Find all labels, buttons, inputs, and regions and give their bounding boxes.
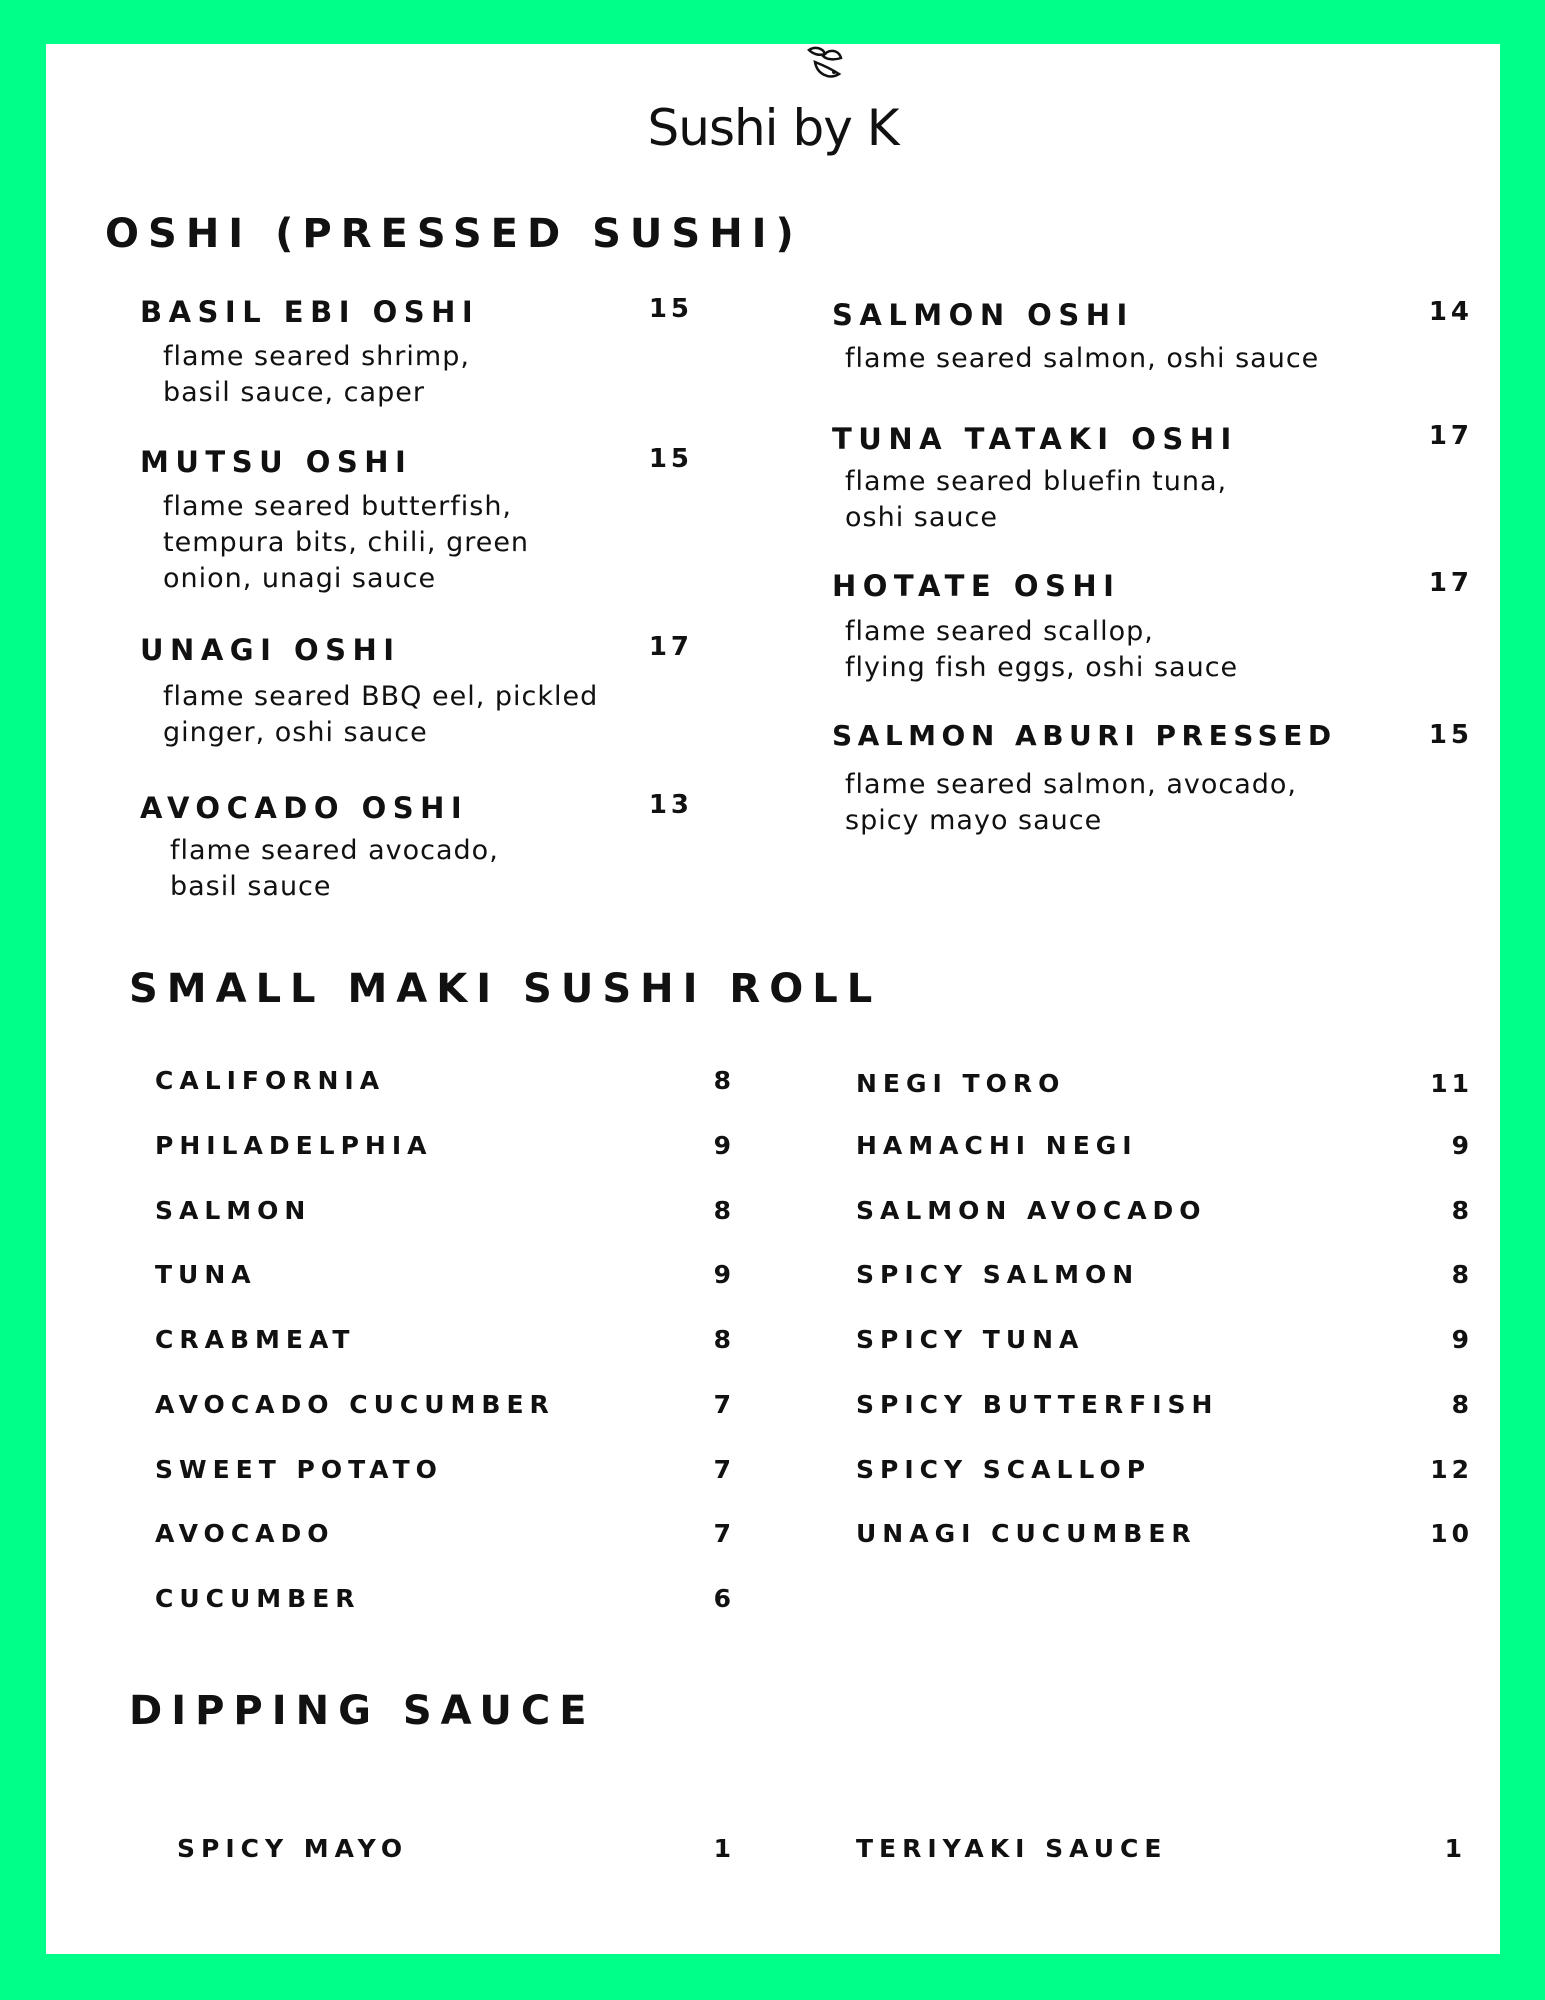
menu-item-price: 15 [648,294,693,324]
maki-item-price: 8 [1451,1196,1473,1225]
maki-item-name: SWEET POTATO [155,1455,443,1484]
section-title-maki: SMALL MAKI SUSHI ROLL [129,966,882,1012]
fish-leaf-icon [801,44,847,88]
menu-item-description: flame seared scallop, flying fish eggs, oshi sauce [845,616,1239,683]
maki-item-name: SPICY SCALLOP [856,1455,1152,1484]
menu-item-description: flame seared bluefin tuna, oshi sauce [845,466,1228,533]
logo [46,99,1500,157]
menu-item-price: 13 [648,790,693,820]
maki-item-price: 9 [1451,1131,1473,1160]
menu-item-price: 15 [648,444,693,474]
maki-item-price: 10 [1430,1519,1473,1548]
menu-item-description: flame seared BBQ eel, pickled ginger, oshi sauce [163,681,599,748]
maki-item-name: AVOCADO [155,1519,335,1548]
sauce-item-name: SPICY MAYO [177,1834,409,1863]
menu-item-description: flame seared avocado, basil sauce [170,835,499,902]
maki-item-price: 8 [1451,1260,1473,1289]
maki-item-price: 8 [713,1325,735,1354]
menu-item-description: flame seared shrimp, basil sauce, caper [163,341,470,408]
maki-item-name: SPICY SALMON [856,1260,1140,1289]
menu-item-price: 17 [1428,421,1473,451]
maki-item-name: SPICY BUTTERFISH [856,1390,1219,1419]
menu-item-name: SALMON OSHI [832,298,1134,332]
maki-item-name: TUNA [155,1260,257,1289]
maki-item-price: 7 [713,1455,735,1484]
maki-item-name: SALMON AVOCADO [856,1196,1207,1225]
menu-item-name: SALMON ABURI PRESSED [832,719,1337,752]
maki-item-price: 7 [713,1390,735,1419]
sauce-item-name: TERIYAKI SAUCE [856,1834,1168,1863]
maki-item-price: 11 [1430,1069,1473,1098]
menu-item-price: 15 [1428,720,1473,750]
maki-item-name: CALIFORNIA [155,1066,386,1095]
menu-item-price: 17 [648,632,693,662]
maki-item-price: 8 [713,1196,735,1225]
brand-name: Sushi by K [647,99,899,157]
maki-item-name: NEGI TORO [856,1069,1066,1098]
menu-item-name: MUTSU OSHI [140,445,413,479]
sauce-item-price: 1 [713,1834,735,1863]
maki-item-name: AVOCADO CUCUMBER [155,1390,555,1419]
section-title-oshi: OSHI (PRESSED SUSHI) [105,211,803,257]
menu-item-description: flame seared salmon, avocado, spicy mayo sauce [845,769,1297,836]
menu-item-price: 14 [1428,297,1473,327]
section-title-dipping-sauce: DIPPING SAUCE [129,1688,596,1734]
menu-item-name: UNAGI OSHI [140,633,401,667]
menu-item-description: flame seared salmon, oshi sauce [845,343,1320,374]
menu-item-name: BASIL EBI OSHI [140,295,480,329]
maki-item-name: PHILADELPHIA [155,1131,433,1160]
menu-item-name: AVOCADO OSHI [140,791,469,825]
menu-item-name: HOTATE OSHI [832,569,1121,603]
maki-item-price: 9 [713,1260,735,1289]
maki-item-price: 9 [713,1131,735,1160]
maki-item-price: 12 [1430,1455,1473,1484]
maki-item-name: SPICY TUNA [856,1325,1085,1354]
maki-item-price: 6 [713,1584,735,1613]
maki-item-name: CRABMEAT [155,1325,356,1354]
sauce-item-price: 1 [1444,1834,1466,1863]
maki-item-price: 8 [713,1066,735,1095]
menu-item-name: TUNA TATAKI OSHI [832,422,1238,456]
maki-item-name: HAMACHI NEGI [856,1131,1138,1160]
maki-item-name: SALMON [155,1196,312,1225]
menu-item-description: flame seared butterfish, tempura bits, chili, green onion, unagi sauce [163,491,530,594]
maki-item-price: 9 [1451,1325,1473,1354]
maki-item-price: 8 [1451,1390,1473,1419]
menu-page [46,44,1500,1954]
menu-item-price: 17 [1428,568,1473,598]
maki-item-name: UNAGI CUCUMBER [856,1519,1197,1548]
maki-item-price: 7 [713,1519,735,1548]
maki-item-name: CUCUMBER [155,1584,361,1613]
